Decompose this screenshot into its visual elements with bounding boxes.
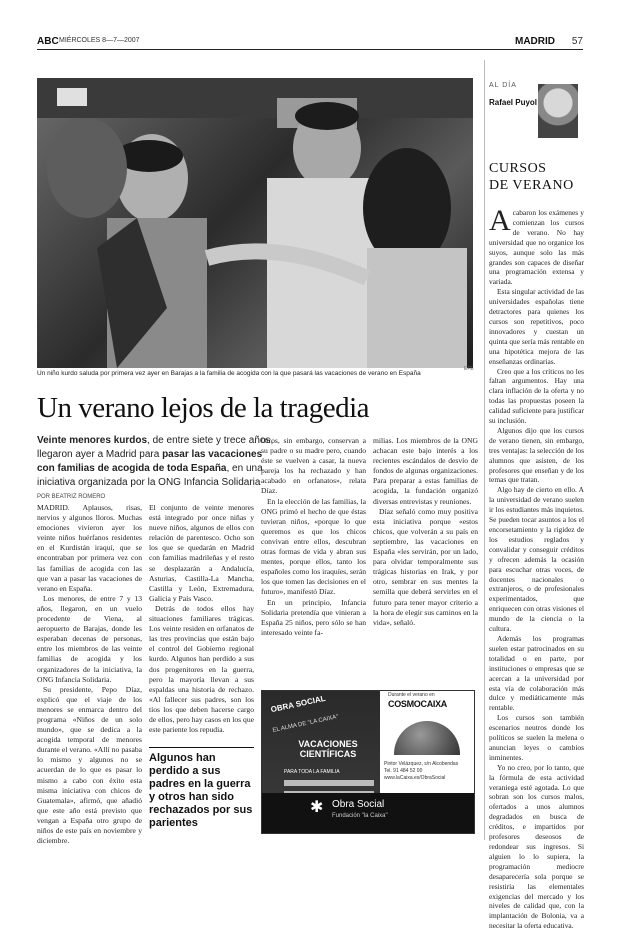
page-number: 57 (571, 36, 583, 47)
lede (37, 434, 282, 490)
ad-tagline: EL ALMA DE "LA CAIXA" (272, 714, 339, 734)
lede-bold-1: Veinte menores kurdos (37, 435, 148, 446)
ad-title: VACACIONES CIENTÍFICAS (298, 739, 358, 759)
article-paragraph: Los menores, de entre 7 y 13 años, llegaron, en un vuelo procedente de Viena, al aeropuerto de Barajas, donde les esperaban decenas de personas, entre los miembros de las veinte familias de acogida y los organizadores de la iniciativa, la ONG Infancia Solidaria. (37, 593, 142, 684)
opinion-paragraph: Los cursos son también escenarios neutros donde los políticos se suelen la melena o anuncian leyes o cambios inminentes. (489, 713, 584, 762)
article-paragraph: MADRID. Aplausos, risas, nervios y algunos lloros. Muchas emociones vivieron ayer los veinte niños huérfanos residentes en el Kurdistán iraquí, que se encontraban por primera vez con las familias de acogida con las que van a pasar las vacaciones de verano en España. (37, 503, 142, 593)
pullquote: Algunos han perdido a sus padres en la guerra y otros han sido rechazados por sus parientes (149, 752, 253, 829)
main-photo (37, 78, 473, 368)
masthead (37, 36, 583, 50)
article-paragraph: Otros, sin embargo, conservan a su padre o su madre pero, cuando éste se vuelven a casar, la nueva pareja los ha rechazado y han acabado en orfanatos», relata Díaz. (261, 436, 366, 496)
ad-footer-brand: Obra Social (332, 799, 385, 810)
masthead-rule (37, 49, 583, 50)
author-portrait (538, 84, 578, 138)
ad-footer-foundation: Fundación "la Caixa" (332, 813, 388, 819)
lede-bold-2: pasar las vacaciones con familias de acogida de toda España (37, 449, 263, 474)
opinion-section: AL DÍA (489, 82, 517, 89)
ad-phone: Tel. 91 484 52 00 (384, 768, 423, 774)
opinion-paragraph: Algunos dijo que los cursos de verano tienen, sin embargo, tres ventajas: la selección de los alumnos que asisten, de los profesores que enseñan y de los temas que tratan. (489, 425, 584, 485)
article-column-1 (37, 503, 142, 846)
opinion-paragraph: Esta singular actividad de las universidades españolas tiene detractores para quienes los cursos son repetitivos, poco innovadores y cuestan un quinta que sería más rentable en una hipotética mejora de las enseñanzas ordinarias. (489, 287, 585, 366)
column-divider (484, 60, 485, 840)
lede-text-1: , de entre siete y trece años, llegaron ayer a Madrid para (37, 435, 274, 460)
opinion-text (489, 204, 585, 931)
ad-address: Pintor Velázquez, s/n Alcobendas (384, 761, 459, 767)
pullquote-rule (149, 747, 254, 748)
ad-contact (384, 761, 474, 782)
dome-icon (394, 721, 460, 755)
article-paragraph: En la elección de las familias, la ONG primó el hecho de que éstas tuvieran niños, «porque lo que queremos es que los chicos convivan entre ellos, descubran otras formas de vida y abran sus mentes, porque ellos, tanto los españoles como los iraquíes, serán los que tomen las decisiones en el futuro», manifestó Díaz. (261, 496, 366, 597)
opinion-paragraph: cabaron los exámenes y comienzan los cursos de verano. No hay universidad que no organice los suyos, aunque solo las más grandes son capaces de diseñar una programación extensa y variada. (489, 208, 584, 287)
advertisement (261, 690, 475, 834)
opinion-paragraph: Yo no creo, por lo tanto, que la fórmula de esta actividad veraniega esté agotada. Lo que sobran son los cursos malos, ofertados a unos alumnos degradados en busca de créditos, e impartidos por profesores deseosos de redondear sus ingresos. Si alguien lo lo supiera, la programación mediocre desaparecería sola porque se resistiría las elementales exigencias del mercado y los niveles de calidad que, con la implantación de Bolonia, va a necesitar la oferta educativa. (489, 762, 584, 931)
drop-cap: A (489, 204, 511, 237)
article-paragraph: Detrás de todos ellos hay situaciones familiares trágicas. Los veinte residen en orfanatos de las tres provincias que están bajo el control del Gobierno regional kurdo. Algunos han perdido a sus dos progenitores en la guerra, pero la mayoría llevan a sus espaldas una historia de rechazo. «Al fallecer sus padres, son los tíos los que deben hacerse cargo de ellos, pero hay casos en los que este pariente los repudia. (149, 603, 254, 735)
article-paragraph: Díaz señaló como muy positiva esta iniciativa porque «estos chicos, que volverán a su país en septiembre, las vacaciones en España «les servirán, por un lado, para olvidar temporalmente sus trágicas historias en Irak, y por otro, sembrar en sus mentes la semilla que deberá servirles en el futuro para tener mayor criterio a la hora de elegir sus caminos en la vida», señaló. (373, 506, 478, 627)
photo-credit: EFE (464, 366, 474, 372)
article-paragraph: En un principio, Infancia Solidaria pretendía que vinieran a España 25 niños, pero sólo se han interesado veinte fa- (261, 597, 366, 637)
opinion-author: Rafael Puyol (489, 98, 538, 107)
photo-caption: Un niño kurdo saluda por primera vez ayer en Barajas a la familia de acogida con la que pasará las vacaciones de verano en España (37, 370, 421, 377)
ad-brand: OBRA SOCIAL (269, 693, 327, 715)
article-column-3 (261, 436, 366, 676)
ad-venue: COSMOCAIXA (388, 699, 448, 709)
article-column-4 (373, 436, 478, 676)
ad-bar (284, 780, 374, 786)
article-paragraph: milias. Los miembros de la ONG achacan este bajo interés a los recientes escándalos de desvío de fondos de algunas organizaciones. Para preparar a estas familias de acogida, la fundación organizó diversas entrevistas y reuniones. (373, 436, 478, 506)
opinion-paragraph: Creo que a los críticos no les faltan argumentos. Hay una clara inflación de la oferta y no todas las propuestas poseen la calidad suficiente para justificar su inclusión. (489, 366, 584, 426)
article-paragraph: El conjunto de veinte menores está integrado por once niñas y nueve niños, algunos de ellos con relación de parentesco. Ocho son los que se quedarán en Madrid con familias madrileñas y el resto se desplazarán a Andalucía, Asturias, Castilla-La Mancha, Castilla y León, Extremadura, Galicia y País Vasco. (149, 503, 254, 603)
opinion-paragraph: Algo hay de cierto en ello. A la universidad de verano suelen ir los estudiantes más inquietos. Se pueden tocar asuntos a los el encorsetamiento y la rigidez de los estudios reglados y convalidar y conseguir créditos y ofrecen además la ocasión para escuchar otras voces, de docentes nacionales o extranjeros, o de profesionales experimentados, que enriquecen con otras visiones el mundo de la ciencia o la cultura. (489, 485, 584, 634)
opinion-title (489, 160, 584, 194)
ad-venue-label: Durante el verano en (388, 692, 435, 698)
ad-subtitle-bar: PARA TODA LA FAMILIA (284, 769, 340, 775)
opinion-paragraph: Además los programas suelen estar patrocinados en su totalidad o en parte, por instituciones o empresas que se acercan a la universidad por esta vía de colaboración más dulce y mediáticamente más rentable. (489, 633, 584, 713)
star-logo-icon: ✱ (310, 799, 324, 816)
article-paragraph: Su presidente, Pepo Díaz, explicó que el viaje de los menores se enmarca dentro del programa «Niños de un solo mundo», que se dedica a la acogida temporal de menores durante el verano. «Allí no pasaba lo mismo y algunos no se acuerdan de lo que es pasar lo mismo a cabo con éxito esta misma iniciativa con chicos de Guatemala», afirmó, que añadió que este año está previsto que vengan a España otro grupo de niños de este país en noviembre y diciembre. (37, 684, 142, 846)
article-column-2 (149, 503, 254, 735)
opinion-title-line-1: CURSOS (489, 161, 547, 176)
byline: POR BEATRIZ ROMERO (37, 494, 106, 500)
newspaper-name: ABC (37, 36, 59, 47)
issue-date: MIÉRCOLES 8—7—2007 (59, 37, 140, 44)
photo-illustration (37, 78, 473, 368)
section-name: MADRID (515, 36, 555, 47)
headline: Un verano lejos de la tragedia (37, 392, 370, 424)
opinion-title-line-2: DE VERANO (489, 178, 574, 193)
ad-web: www.laCaixa.es/ObraSocial (384, 775, 446, 781)
lede-text-2: , en una iniciativa organizada por la ONG Infancia Solidaria (37, 463, 263, 488)
